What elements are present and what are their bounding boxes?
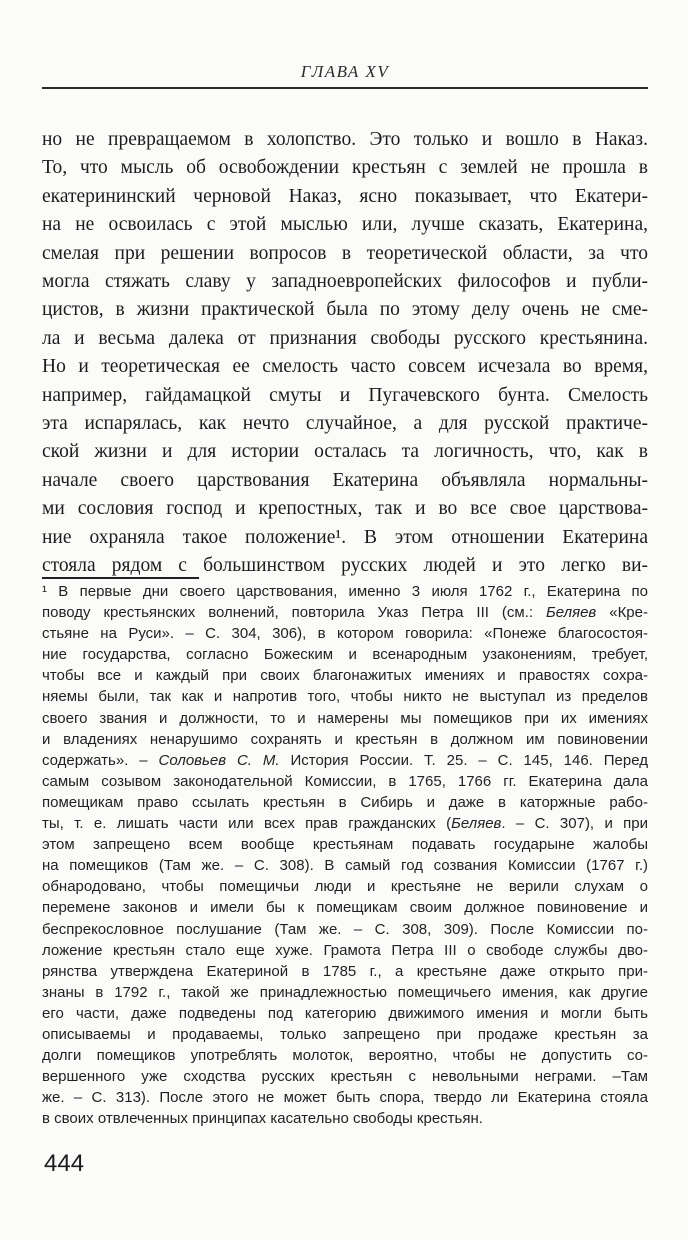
text-line: своего звания и должности, то и намерены мы помещиков при их имениях [42,709,648,727]
text-line: на помещиков (Там же. – С. 308). В самый год созвания Комиссии (1767 г.) [42,857,648,875]
text-line: знаны в 1792 г., такой же принадлежностью помещичьего имения, как другие [42,983,648,1001]
text-line: ¹ В первые дни своего царствования, именно 3 июля 1762 г., Екатерина по [42,583,648,600]
text-line: смелая при решении вопросов в теоретической области, за что [42,242,648,264]
text-line: ние государства, согласно Божеским и всенародным узаконениям, требует, [42,646,648,664]
text-line: екатерининский черновой Наказ, ясно показывает, что Екатери- [42,185,648,207]
text-line: начале своего царствования Екатерина объявляла нормальны- [42,469,648,491]
text-line: этом запрещено всем вообще крестьянам подавать государыне жалобы [42,836,648,854]
footnote-text [42,581,648,1129]
text-line: стьяне на Руси». – С. 304, 306), в котором говорила: «Понеже благосостоя- [42,625,648,643]
text-line: няемы были, так как и напротив того, чтобы никто не выступал из пределов [42,688,648,706]
text-line: Но и теоретическая ее смелость часто совсем исчезала во время, [42,356,648,378]
text-line: ложение крестьян стало еще хуже. Грамота Петра III о свободе службы дво- [42,941,648,959]
text-line: могла стяжать славу у западноевропейских философов и публи- [42,271,648,293]
text-line: долги помещиков употреблять молоток, вероятно, чтобы не допустить со- [42,1047,648,1065]
running-header [42,62,648,89]
text-line: рянства утверждена Екатериной в 1785 г., а крестьяне даже открыто при- [42,962,648,980]
text-line: на не освоилась с этой мыслью или, лучше сказать, Екатерина, [42,214,648,236]
page-number: 444 [44,1150,85,1177]
text-line: же. – С. 313). После этого не может быть спора, твердо ли Екатерина стояла [42,1089,648,1107]
text-line: ми сословия господ и крепостных, так и во все свое царствова- [42,498,648,520]
text-line: цистов, в жизни практической была по этому делу очень не сме- [42,299,648,321]
text-line: ла и весьма далека от признания свободы русского крестьянина. [42,327,648,349]
text-line: самым созывом законодательной Комиссии, в 1765, 1766 гг. Екатерина дала [42,772,648,790]
text-line: То, что мысль об освобождении крестьян с землей не прошла в [42,157,648,179]
text-line: стояла рядом с большинством русских людей и это легко ви- [42,555,648,577]
text-line: помещикам право ссылать крестьян в Сибирь и даже в каторжные рабо- [42,793,648,811]
body-text [42,126,648,581]
text-line: вершенного уже сходства русских крестьян с невольными неграми. –Там [42,1068,648,1086]
text-line: содержать». – Соловьев С. М. История России. Т. 25. – С. 145, 146. Перед [42,751,648,769]
text-line: например, гайдамацкой смуты и Пугачевского бунта. Смелость [42,384,648,406]
text-line: чтобы все и каждый при своих благонажитых имениях и правостях сохра- [42,667,648,685]
footnote-separator [42,577,199,579]
text-line: но не превращаемом в холопство. Это только и вошло в Наказ. [42,129,648,150]
text-line: ты, т. е. лишать части или всех прав гражданских (Беляев. – С. 307), и при [42,815,648,833]
text-line: и владениях ненарушимо сохранять и крестьян в должном им повиновении [42,730,648,748]
text-line: беспрекословное послушание (Там же. – С. 308, 309). После Комиссии по- [42,920,648,938]
text-line: ской жизни и для истории осталась та логичность, что, как в [42,441,648,463]
text-line: обнародовано, чтобы помещичьи люди и крестьяне не верили слухам о [42,878,648,896]
text-line: перемене законов и имели бы к помещикам своим должное повиновение и [42,899,648,917]
text-line: описываемы и продаваемы, только запрещено при продаже крестьян за [42,1025,648,1043]
text-line: ние охраняла такое положение¹. В этом отношении Екатерина [42,526,648,548]
text-line: поводу крестьянских волнений, повторила Указ Петра III (см.: Беляев «Кре- [42,604,648,622]
text-line: его части, даже подведены под категорию движимого имения и могли быть [42,1004,648,1022]
text-line: эта испарялась, как нечто случайное, а для русской практиче- [42,413,648,435]
text-line: в своих отвлеченных принципах касательно свободы крестьян. [42,1110,483,1128]
chapter-title: ГЛАВА XV [300,62,390,81]
